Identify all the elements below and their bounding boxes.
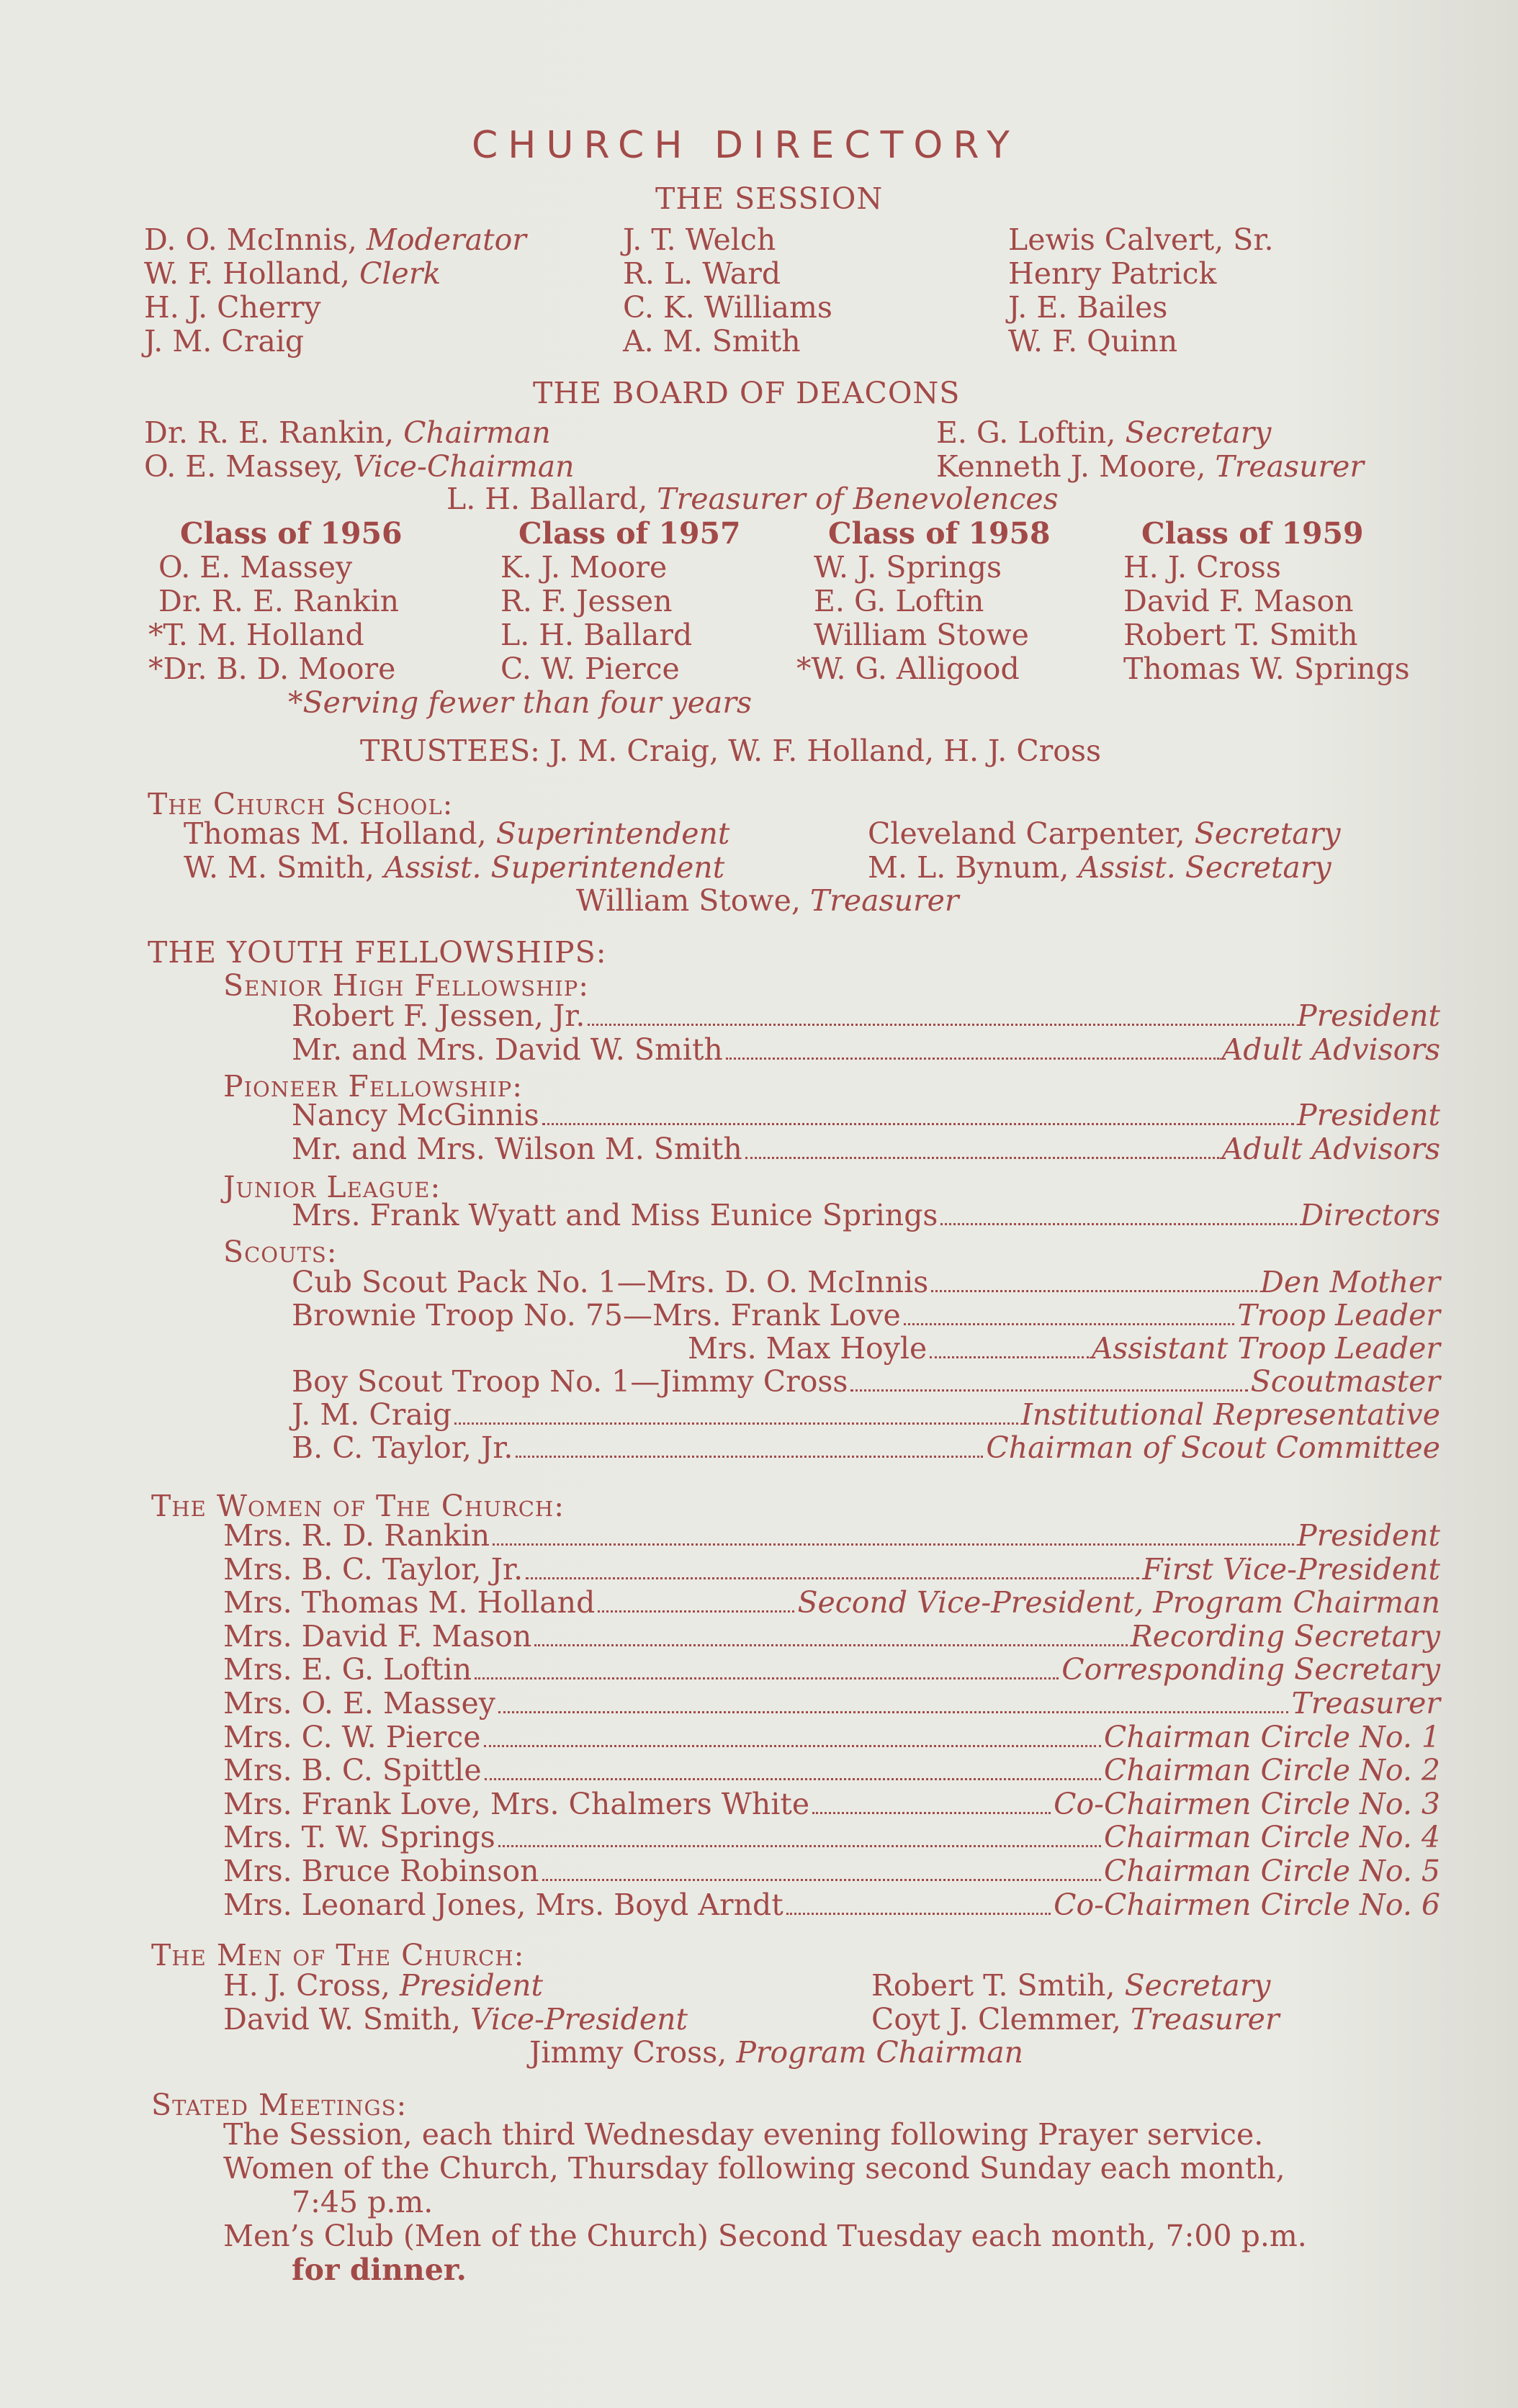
deacon-class-1956: [180, 517, 403, 551]
officer-name: Mrs. R. D. Rankin: [223, 1518, 490, 1553]
officer-name: Mrs. E. G. Loftin: [223, 1652, 472, 1687]
men-officers-left: [223, 1969, 688, 2037]
school-officer: Thomas M. Holland, Superintendent: [184, 816, 730, 851]
men-officer: H. J. Cross, President: [223, 1968, 543, 2003]
deacon-member: Dr. R. E. Rankin: [158, 584, 399, 618]
dot-leader: [598, 1610, 794, 1613]
women-heading: The Women of The Church:: [151, 1489, 565, 1523]
scouts-entry: J. M. Craig Institutional Representative: [292, 1397, 1440, 1432]
officer-role: Chairman Circle No. 1: [1103, 1719, 1440, 1754]
deacon-class-1958: [828, 517, 1051, 551]
dot-leader: [484, 1745, 1101, 1747]
dot-leader: [786, 1913, 1051, 1915]
dot-leader: [475, 1677, 1059, 1679]
session-member: J. T. Welch: [623, 222, 776, 257]
officer-role: Corresponding Secretary: [1061, 1652, 1440, 1687]
session-heading: THE SESSION: [655, 181, 884, 216]
junior-league-heading: Junior League:: [223, 1170, 441, 1204]
deacon-member: Robert T. Smith: [1123, 618, 1358, 652]
class-label: Class of 1957: [518, 516, 741, 551]
deacon-member: O. E. Massey: [158, 550, 353, 585]
deacon-class-1959: [1141, 517, 1364, 551]
women-officer-entry: [223, 1687, 1440, 1721]
women-officer-entry: [223, 1553, 1440, 1587]
women-officer-entry: [223, 1888, 1440, 1922]
senior-high-entry: Robert F. Jessen, Jr. President: [292, 998, 1440, 1033]
deacon-member: W. J. Springs: [814, 550, 1002, 585]
officer-name: Mrs. David F. Mason: [223, 1618, 532, 1654]
scouts-entry: Mrs. Max Hoyle Assistant Troop Leader: [688, 1331, 1440, 1366]
officer-name: Mrs. Thomas M. Holland: [223, 1585, 596, 1620]
deacon-officer: Kenneth J. Moore, Treasurer: [936, 449, 1364, 484]
meeting-line: The Session, each third Wednesday evening following Prayer service.: [223, 2117, 1264, 2152]
officer-name: Mrs. Leonard Jones, Mrs. Boyd Arndt: [223, 1887, 783, 1922]
school-officer: Cleveland Carpenter, Secretary: [868, 816, 1341, 851]
women-officer-entry: [223, 1787, 1440, 1821]
men-officer: Coyt J. Clemmer, Treasurer: [871, 2002, 1280, 2037]
officer-role: Second Vice-President, Program Chairman: [797, 1585, 1440, 1620]
men-heading: The Men of The Church:: [151, 1938, 525, 1972]
trustees-line: TRUSTEES: J. M. Craig, W. F. Holland, H. J. Cross: [360, 734, 1102, 768]
officer-name: Mrs. B. C. Taylor, Jr.: [223, 1551, 524, 1587]
women-officer-entry: [223, 1821, 1440, 1854]
session-member: J. E. Bailes: [1008, 290, 1168, 325]
dot-leader: [542, 1879, 1101, 1881]
meeting-line: for dinner.: [292, 2253, 467, 2287]
scouts-entry: Cub Scout Pack No. 1—Mrs. D. O. McInnis Den Mother: [292, 1265, 1440, 1299]
session-member: Lewis Calvert, Sr.: [1008, 222, 1274, 257]
officer-name: Mrs. T. W. Springs: [223, 1820, 495, 1855]
dot-leader: [493, 1543, 1294, 1546]
dot-leader: [498, 1845, 1101, 1847]
officer-role: Treasurer: [1291, 1686, 1440, 1721]
junior-league-entry: Mrs. Frank Wyatt and Miss Eunice Springs Directors: [292, 1198, 1440, 1232]
deacon-member: R. F. Jessen: [500, 584, 673, 618]
church-school-left: [184, 817, 729, 885]
senior-high-entry: Mr. and Mrs. David W. Smith Adult Advisors: [292, 1032, 1440, 1067]
deacon-officer: Dr. R. E. Rankin, Chairman: [144, 415, 551, 450]
deacon-member: E. G. Loftin: [814, 584, 984, 618]
class-1958-members: [796, 550, 1029, 686]
officer-name: Mrs. C. W. Pierce: [223, 1719, 481, 1754]
school-officer: M. L. Bynum, Assist. Secretary: [868, 850, 1331, 885]
session-member: W. F. Holland, Clerk: [144, 256, 441, 291]
church-school-right: [868, 817, 1341, 885]
page-title: CHURCH DIRECTORY: [472, 124, 1020, 167]
class-label: Class of 1958: [828, 516, 1051, 551]
deacon-member: William Stowe: [814, 618, 1029, 652]
women-officer-entry: [223, 1586, 1440, 1620]
officer-role: Chairman Circle No. 4: [1103, 1820, 1440, 1855]
session-column-1: [144, 223, 526, 359]
women-officer-entry: [223, 1721, 1440, 1754]
church-school-treasurer: William Stowe, Treasurer: [576, 883, 959, 918]
youth-heading: THE YOUTH FELLOWSHIPS:: [148, 935, 607, 970]
deacon-class-1957: [518, 517, 741, 551]
women-officer-entry: [223, 1653, 1440, 1687]
class-1957-members: [500, 551, 692, 686]
officer-role: Co-Chairmen Circle No. 6: [1054, 1887, 1440, 1922]
class-1959-members: [1123, 551, 1410, 686]
pioneer-heading: Pioneer Fellowship:: [223, 1069, 524, 1104]
meeting-line: Women of the Church, Thursday following second Sunday each month,: [223, 2151, 1285, 2186]
deacon-member: H. J. Cross: [1123, 550, 1281, 585]
session-member: H. J. Cherry: [144, 290, 321, 325]
officer-role: Chairman Circle No. 5: [1103, 1854, 1440, 1888]
session-column-3: [1008, 223, 1273, 359]
officer-role: Chairman Circle No. 2: [1103, 1753, 1440, 1788]
women-officer-entry: [223, 1754, 1440, 1787]
men-program-chairman: Jimmy Cross, Program Chairman: [529, 2035, 1024, 2070]
deacon-officer: E. G. Loftin, Secretary: [936, 415, 1272, 450]
women-officer-entry: [223, 1854, 1440, 1888]
session-member: R. L. Ward: [623, 256, 781, 291]
women-officer-entry: [223, 1620, 1440, 1654]
officer-name: Mrs. O. E. Massey: [223, 1686, 495, 1721]
deacon-member: Thomas W. Springs: [1123, 651, 1410, 686]
class-label: Class of 1959: [1141, 516, 1364, 551]
dot-leader: [526, 1577, 1139, 1579]
session-member: C. K. Williams: [623, 290, 832, 325]
women-officer-entry: [223, 1519, 1440, 1553]
officer-name: Mrs. Bruce Robinson: [223, 1854, 539, 1888]
pioneer-entry: Mr. and Mrs. Wilson M. Smith Adult Advisors: [292, 1132, 1440, 1166]
session-member: Henry Patrick: [1008, 256, 1217, 291]
dot-leader: [498, 1711, 1289, 1713]
men-officer: David W. Smith, Vice-President: [223, 2002, 688, 2037]
session-member: D. O. McInnis, Moderator: [144, 222, 526, 257]
men-officers-right: [871, 1969, 1280, 2037]
deacons-footnote: *Serving fewer than four years: [288, 685, 753, 720]
dot-leader: [812, 1812, 1051, 1814]
session-column-2: [623, 223, 832, 359]
dot-leader: [485, 1778, 1101, 1780]
deacons-heading: THE BOARD OF DEACONS: [533, 376, 961, 410]
deacon-member: *W. G. Alligood: [796, 651, 1020, 686]
scouts-entry: B. C. Taylor, Jr. Chairman of Scout Committee: [292, 1430, 1440, 1465]
dot-leader: [534, 1644, 1127, 1646]
scouts-heading: Scouts:: [223, 1235, 338, 1269]
officer-role: Recording Secretary: [1130, 1618, 1440, 1654]
deacon-officer: O. E. Massey, Vice-Chairman: [144, 449, 575, 484]
officer-role: First Vice-President: [1142, 1551, 1440, 1587]
session-member: J. M. Craig: [144, 324, 305, 359]
class-label: Class of 1956: [180, 516, 403, 551]
meeting-line: 7:45 p.m.: [292, 2185, 434, 2219]
session-member: W. F. Quinn: [1008, 324, 1178, 359]
senior-high-heading: Senior High Fellowship:: [223, 968, 590, 1003]
pioneer-entry: Nancy McGinnis President: [292, 1098, 1440, 1132]
officer-name: Mrs. B. C. Spittle: [223, 1753, 482, 1788]
deacon-member: K. J. Moore: [500, 550, 668, 585]
benevolences-treasurer: L. H. Ballard, Treasurer of Benevolences: [446, 482, 1059, 516]
deacon-officers-left: [144, 416, 575, 484]
church-school-heading: The Church School:: [148, 787, 454, 821]
deacon-member: *Dr. B. D. Moore: [148, 651, 396, 686]
deacon-member: L. H. Ballard: [500, 618, 693, 652]
deacon-member: C. W. Pierce: [500, 651, 680, 686]
class-1956-members: [148, 550, 399, 686]
session-member: A. M. Smith: [623, 324, 801, 359]
meetings-heading: Stated Meetings:: [151, 2088, 408, 2122]
officer-role: Co-Chairmen Circle No. 3: [1054, 1786, 1440, 1821]
deacon-officers-right: [936, 416, 1364, 484]
scouts-entry: Boy Scout Troop No. 1—Jimmy Cross Scoutmaster: [292, 1364, 1440, 1399]
men-officer: Robert T. Smtih, Secretary: [871, 1968, 1271, 2003]
scouts-entry: Brownie Troop No. 75—Mrs. Frank Love Troop Leader: [292, 1298, 1440, 1332]
meeting-line: Men’s Club (Men of the Church) Second Tuesday each month, 7:00 p.m.: [223, 2219, 1307, 2253]
officer-role: President: [1297, 1518, 1440, 1553]
deacon-member: *T. M. Holland: [148, 618, 364, 652]
deacon-member: David F. Mason: [1123, 584, 1354, 618]
officer-name: Mrs. Frank Love, Mrs. Chalmers White: [223, 1786, 810, 1821]
school-officer: W. M. Smith, Assist. Superintendent: [184, 850, 725, 885]
